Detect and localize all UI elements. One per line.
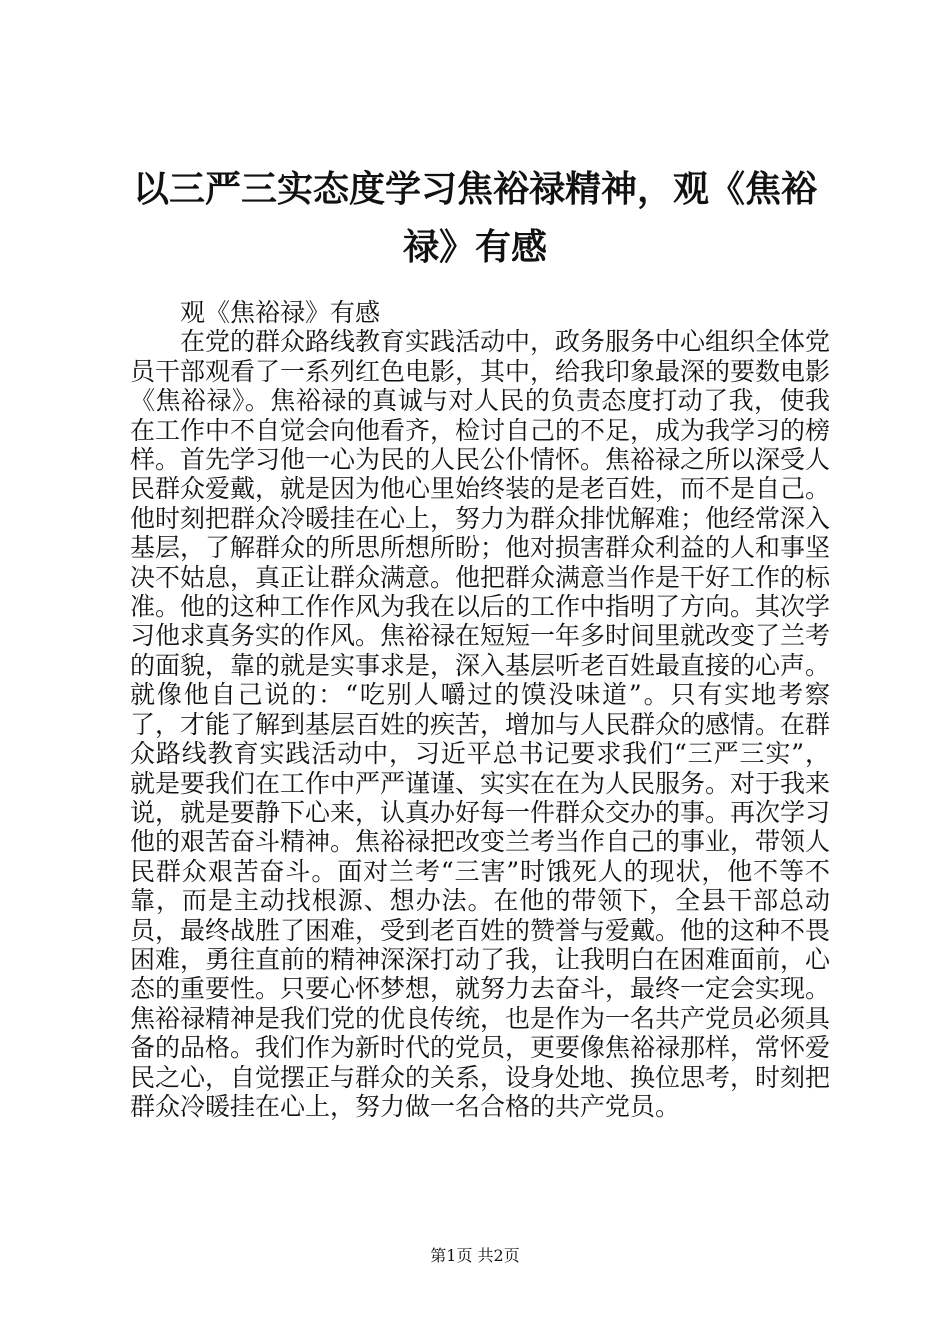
title-line-2: 禄》有感 (402, 226, 547, 268)
title-line-1: 以三严三实态度学习焦裕禄精神，观《焦裕 (132, 168, 817, 210)
document-body (130, 298, 830, 1121)
body-paragraph: 在党的群众路线教育实践活动中，政务服务中心组织全体党员干部观看了一系列红色电影，其中，给我印象最深的要数电影《焦裕禄》。焦裕禄的真诚与对人民的负责态度打动了我，使我在工作中不自觉会向他看齐，检讨自己的不足，成为我学习的榜样。首先学习他一心为民的人民公仆情怀。焦裕禄之所以深受人民群众爱戴，就是因为他心里始终装的是老百姓，而不是自己。他时刻把群众冷暖挂在心上，努力为群众排忧解难；他经常深入基层，了解群众的所思所想所盼；他对损害群众利益的人和事坚决不姑息，真正让群众满意。他把群众满意当作是干好工作的标准。他的这种工作作风为我在以后的工作中指明了方向。其次学习他求真务实的作风。焦裕禄在短短一年多时间里就改变了兰考的面貌，靠的就是实事求是，深入基层听老百姓最直接的心声。就像他自己说的：“吃别人嚼过的馍没味道”。只有实地考察了，才能了解到基层百姓的疾苦，增加与人民群众的感情。在群众路线教育实践活动中，习近平总书记要求我们“三严三实”，就是要我们在工作中严严谨谨、实实在在为人民服务。对于我来说，就是要静下心来，认真办好每一件群众交办的事。再次学习他的艰苦奋斗精神。焦裕禄把改变兰考当作自己的事业，带领人民群众艰苦奋斗。面对兰考“三害”时饿死人的现状，他不等不靠，而是主动找根源、想办法。在他的带领下，全县干部总动员，最终战胜了困难，受到老百姓的赞誉与爱戴。他的这种不畏困难，勇往直前的精神深深打动了我，让我明白在困难面前，心态的重要性。只要心怀梦想，就努力去奋斗，最终一定会实现。焦裕禄精神是我们党的优良传统，也是作为一名共产党员必须具备的品格。我们作为新时代的党员，更要像焦裕禄那样，常怀爱民之心，自觉摆正与群众的关系，设身处地、换位思考，时刻把群众冷暖挂在心上，努力做一名合格的共产党员。 (130, 327, 831, 1121)
page-footer: 第1页 共2页 (430, 1246, 520, 1265)
subtitle: 观《焦裕禄》有感 (180, 298, 381, 327)
document-title (110, 160, 840, 276)
